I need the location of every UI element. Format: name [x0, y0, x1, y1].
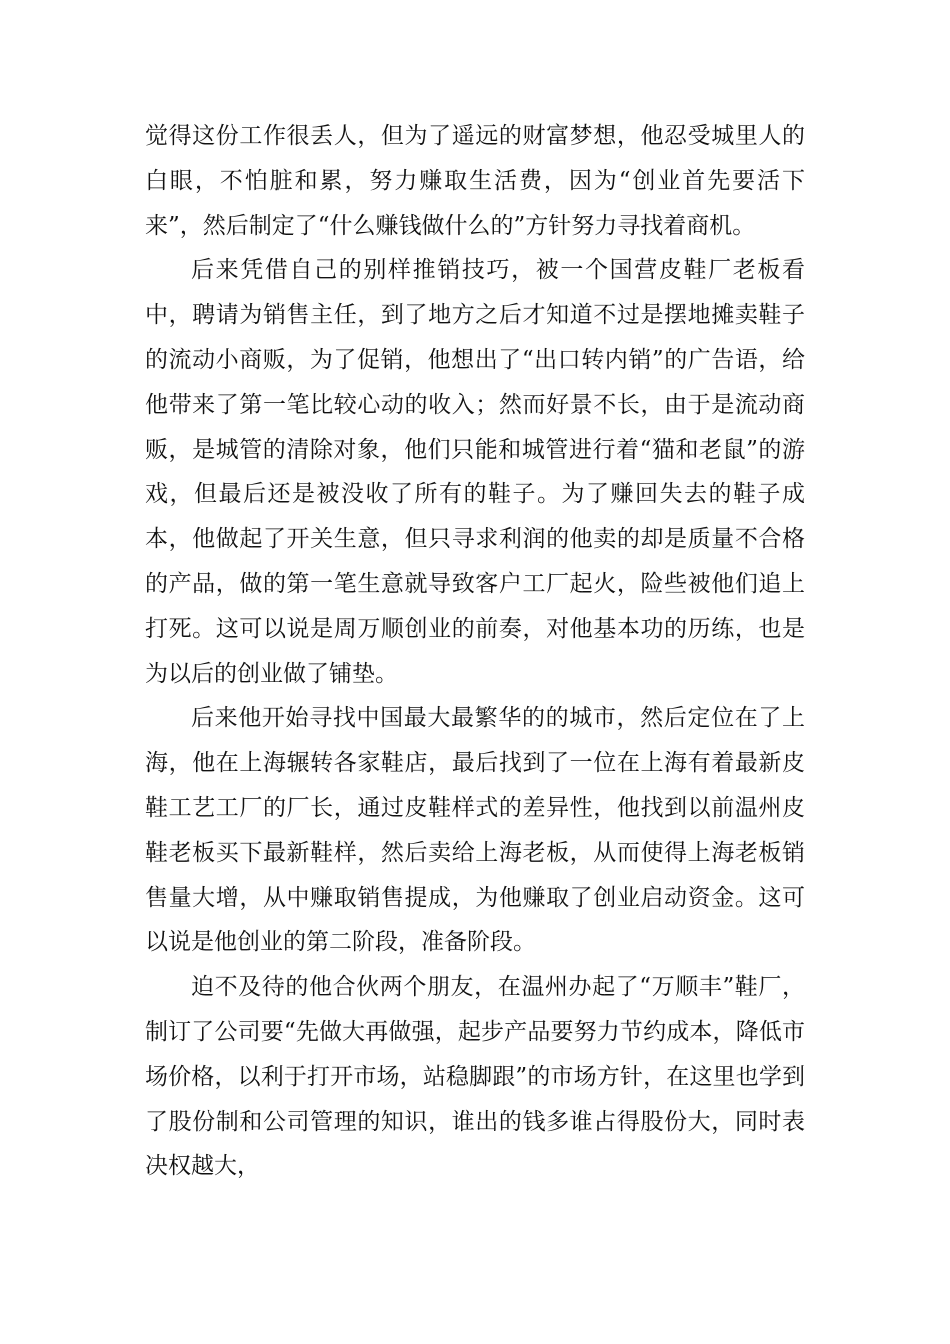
paragraph-1: 觉得这份工作很丢人，但为了遥远的财富梦想，他忍受城里人的白眼，不怕脏和累，努力赚取生活费，因为“创业首先要活下来”，然后制定了“什么赚钱做什么的”方针努力寻找着商机。	[145, 123, 805, 239]
paragraph-2: 后来凭借自己的别样推销技巧，被一个国营皮鞋厂老板看中，聘请为销售主任，到了地方之后才知道不过是摆地摊卖鞋子的流动小商贩，为了促销，他想出了“出口转内销”的广告语，给他带来了第一笔比较心动的收入；然而好景不长，由于是流动商贩，是城管的清除对象，他们只能和城管进行着“猫和老鼠”的游戏，但最后还是被没收了所有的鞋子。为了赚回失去的鞋子成本，他做起了开关生意，但只寻求利润的他卖的却是质量不合格的产品，做的第一笔生意就导致客户工厂起火，险些被他们追上打死。这可以说是周万顺创业的前奏，对他基本功的历练，也是为以后的创业做了铺垫。	[145, 257, 805, 687]
paragraph-4: 迫不及待的他合伙两个朋友，在温州办起了“万顺丰”鞋厂，制订了公司要“先做大再做强，起步产品要努力节约成本，降低市场价格，以利于打开市场，站稳脚跟”的市场方针，在这里也学到了股份制和公司管理的知识，谁出的钱多谁占得股份大，同时表决权越大，	[145, 974, 805, 1180]
paragraph-3: 后来他开始寻找中国最大最繁华的的城市，然后定位在了上海，他在上海辗转各家鞋店，最后找到了一位在上海有着最新皮鞋工艺工厂的厂长，通过皮鞋样式的差异性，他找到以前温州皮鞋老板买下最新鞋样，然后卖给上海老板，从而使得上海老板销售量大增，从中赚取销售提成，为他赚取了创业启动资金。这可以说是他创业的第二阶段，准备阶段。	[145, 705, 805, 956]
document-body	[145, 114, 805, 1189]
